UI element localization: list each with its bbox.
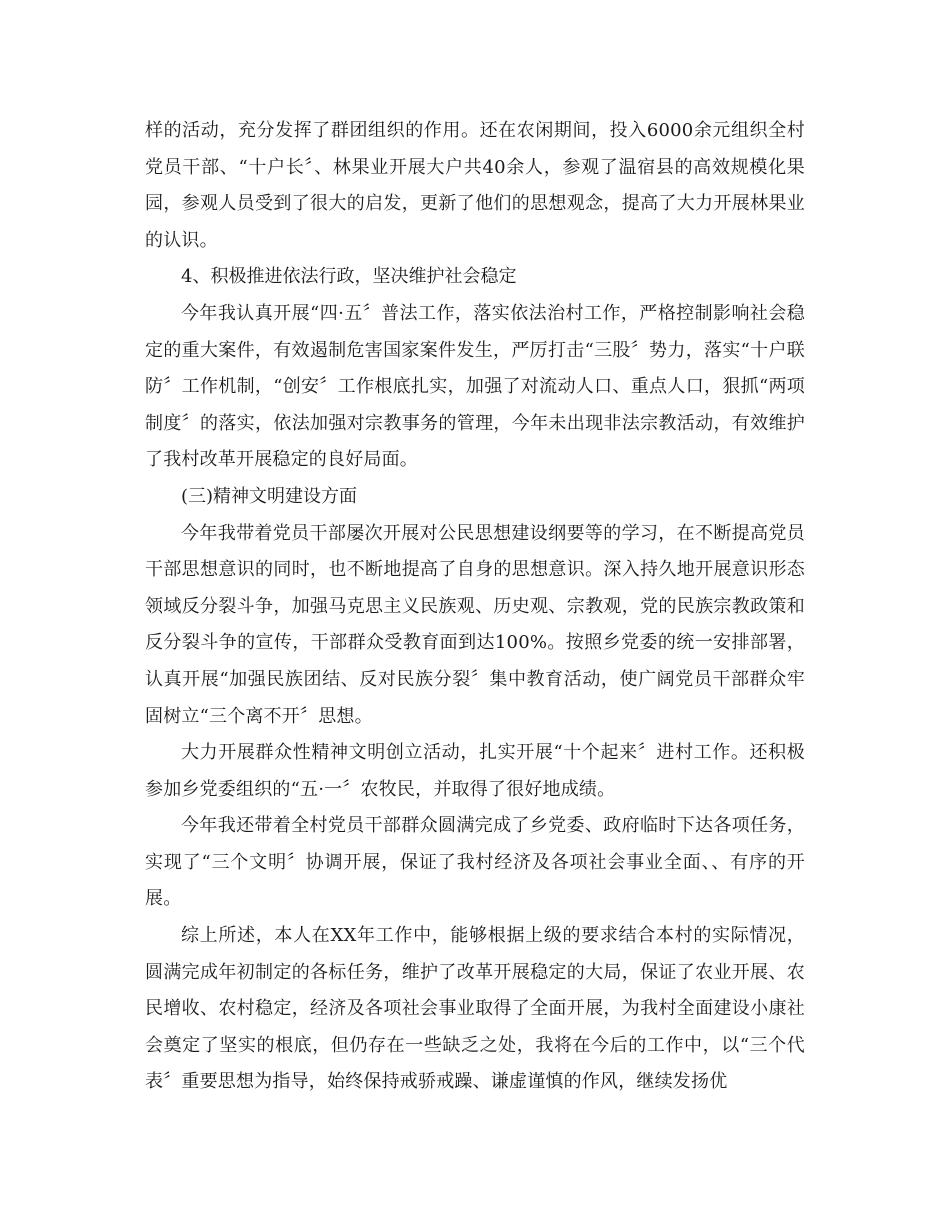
paragraph-summary: 综上所述，本人在XX年工作中，能够根据上级的要求结合本村的实际情况，圆满完成年初制定的各标任务，维护了改革开展稳定的大局，保证了农业开展、农民增收、农村稳定，经济及各项社会事业取得了全面开展，为我村全面建设小康社会奠定了坚实的根底，但仍存在一些缺乏之处，我将在今后的工作中，以“三个代表〞重要思想为指导，始终保持戒骄戒躁、谦虚谨慎的作风，继续发扬优 xyxy=(145,925,805,1093)
section-heading-3: (三)精神文明建设方面 xyxy=(181,485,358,507)
paragraph-civilization-activities: 大力开展群众性精神文明创立活动，扎实开展“十个起来〞进村工作。还积极参加乡党委组织的“五·一〞农牧民，并取得了很好地成绩。 xyxy=(145,742,805,800)
section-heading-4: 4、积极推进依法行政，坚决维护社会稳定 xyxy=(181,266,517,288)
paragraph-continued: 样的活动，充分发挥了群团组织的作用。还在农闲期间，投入6000余元组织全村党员干部、“十户长〞、林果业开展大户共40余人，参观了温宿县的高效规模化果园，参观人员受到了很大的启发，更新了他们的思想观念，提高了大力开展林果业的认识。 xyxy=(145,120,805,251)
paragraph-ideology-study: 今年我带着党员干部屡次开展对公民思想建设纲要等的学习，在不断提高党员干部思想意识的同时，也不断地提高了自身的思想意识。深入持久地开展意识形态领域反分裂斗争，加强马克思主义民族观、历史观、宗教观，党的民族宗教政策和反分裂斗争的宣传，干部群众受教育面到达100%。按照乡党委的统一安排部署，认真开展“加强民族团结、反对民族分裂〞集中教育活动，使广阔党员干部群众牢固树立“三个离不开〞思想。 xyxy=(145,522,805,727)
document-body xyxy=(145,113,805,1101)
paragraph-tasks-completed: 今年我还带着全村党员干部群众圆满完成了乡党委、政府临时下达各项任务，实现了“三个文明〞协调开展，保证了我村经济及各项社会事业全面、、有序的开展。 xyxy=(145,815,805,910)
paragraph-legal-work: 今年我认真开展“四·五〞普法工作，落实依法治村工作，严格控制影响社会稳定的重大案件，有效遏制危害国家案件发生，严厉打击“三股〞势力，落实“十户联防〞工作机制，“创安〞工作根底扎实，加强了对流动人口、重点人口，狠抓“两项制度〞的落实，依法加强对宗教事务的管理，今年未出现非法宗教活动，有效维护了我村改革开展稳定的良好局面。 xyxy=(145,302,805,471)
